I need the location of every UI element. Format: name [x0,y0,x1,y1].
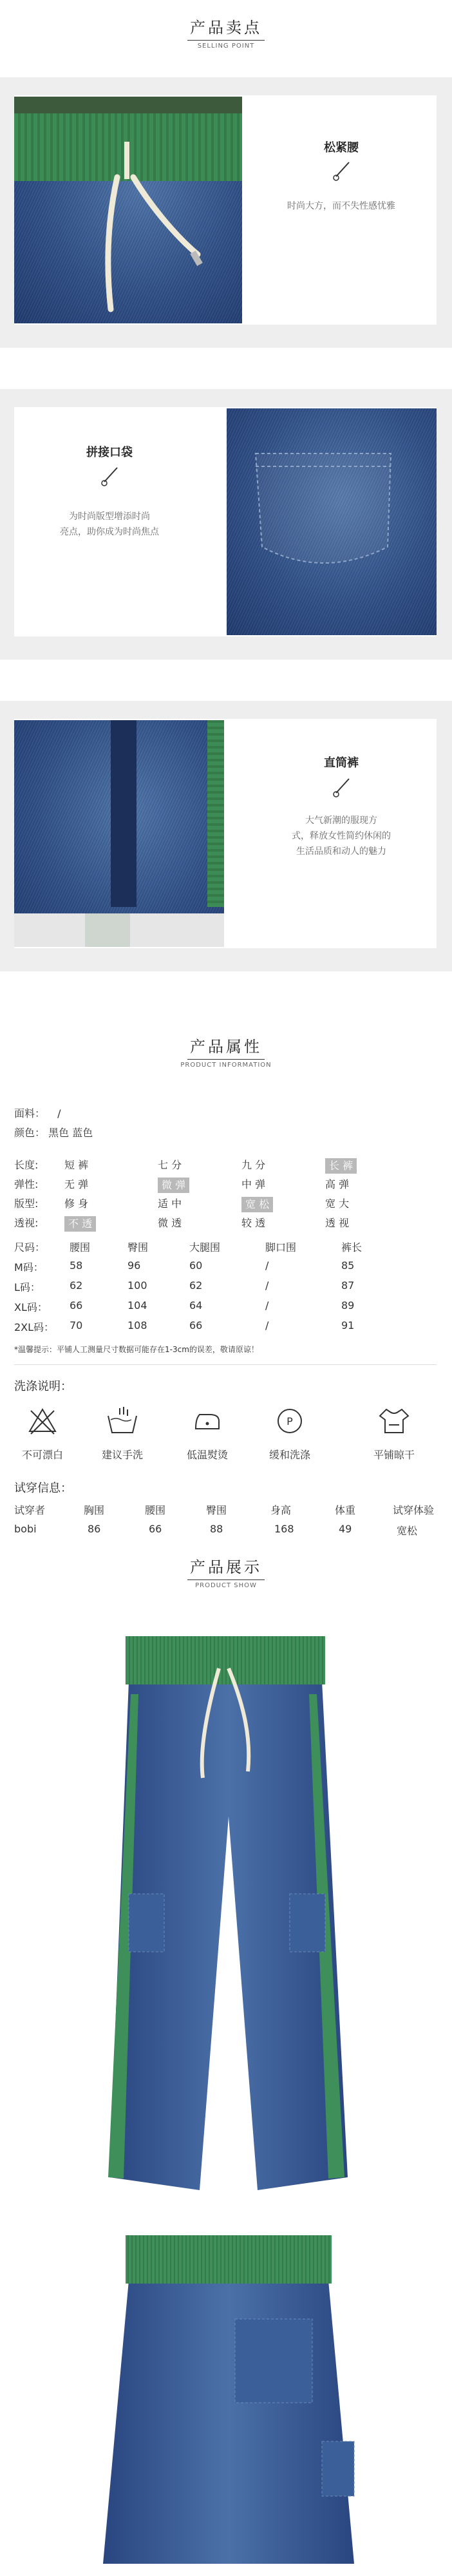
fabric-label: 面料： [14,1107,46,1120]
attr-option: 适 中 [158,1197,182,1210]
feature-title-waist: 松紧腰 [324,141,359,155]
feature-title-straight: 直筒裤 [324,756,359,770]
fabric-row [14,1105,61,1123]
size-cell: XL码： [14,1301,48,1313]
gentle-dry-clean-icon [273,1406,306,1436]
size-cell: 2XL码： [14,1321,55,1333]
attr-option: 微 透 [158,1217,182,1229]
section-title-en: SELLING POINT [197,43,255,50]
fit-value-cell: 66 [149,1523,162,1535]
care-label-low-iron: 低温熨烫 [186,1449,228,1461]
low-iron-icon [191,1406,224,1436]
color-value: 黑色 蓝色 [48,1127,93,1139]
fit-header-cell: 腰围 [145,1504,166,1516]
section-title-en: PRODUCT INFORMATION [180,1062,272,1069]
size-cell: 89 [341,1299,355,1312]
size-header-cell: 腰围 [70,1241,91,1254]
size-cell: 62 [70,1279,83,1292]
attr-option: 宽 大 [325,1197,350,1210]
desc-line: 为时尚版型增添时尚 [69,511,150,522]
attr-label: 版型: [14,1197,39,1210]
fit-header-cell: 臀围 [206,1504,227,1516]
attr-option: 九 分 [241,1159,266,1171]
color-row [14,1124,93,1142]
size-cell: M码： [14,1261,44,1274]
size-cell: 66 [189,1319,203,1331]
needle-icon [330,776,353,799]
attr-option: 较 透 [241,1217,266,1229]
size-cell: 66 [70,1299,83,1312]
attr-option-selected: 微 弹 [158,1178,189,1193]
fit-header-cell: 试穿者 [14,1504,46,1516]
care-label-hand-wash: 建议手洗 [101,1449,143,1461]
measurement-note: *温馨提示：平铺人工测量尺寸数据可能存在1-3cm的误差，敬请原谅！ [14,1345,259,1354]
care-label-gentle-wash: 缓和洗涤 [268,1449,310,1461]
size-cell: 108 [127,1319,147,1331]
fit-header-cell: 试穿体验 [393,1504,435,1516]
feature-desc-waist: 时尚大方，而不失性感忧雅 [287,201,395,211]
product-show-title [0,1558,452,1590]
size-cell: 58 [70,1259,83,1272]
desc-line: 大气新潮的服现方 [305,816,377,826]
fit-value-cell: bobi [14,1523,37,1535]
desc-line: 生活品质和动人的魅力 [296,846,386,857]
size-header-cell: 脚口围 [265,1241,297,1254]
leg-photo [14,720,224,947]
fit-value-cell: 168 [274,1523,294,1535]
attr-option: 无 弹 [64,1178,89,1190]
feature-desc-pocket [35,509,184,540]
care-label-no-bleach: 不可漂白 [21,1449,63,1461]
attr-label: 弹性: [14,1178,39,1190]
size-cell: L码： [14,1281,41,1293]
pocket-photo [227,408,437,635]
section-title-en: PRODUCT SHOW [195,1582,257,1589]
care-label-flat-dry: 平铺晾干 [373,1449,415,1461]
svg-text:P: P [287,1415,293,1427]
size-cell: / [265,1279,269,1292]
waistband-photo [14,97,242,323]
size-header-cell: 裤长 [341,1241,363,1254]
attr-option: 七 分 [158,1159,182,1171]
size-cell: 87 [341,1279,355,1292]
attr-option: 中 弹 [241,1178,266,1190]
fit-value-cell: 49 [339,1523,352,1535]
selling-point-title [0,18,452,51]
size-cell: / [265,1259,269,1272]
desc-line: 式，释放女性简约休闲的 [292,831,391,841]
fit-header-cell: 体重 [335,1504,356,1516]
section-title-cn: 产品展示 [190,1558,262,1576]
size-header-cell: 臀围 [127,1241,149,1254]
fit-header-cell: 身高 [270,1504,292,1516]
size-cell: / [265,1319,269,1331]
fabric-value: / [57,1107,61,1120]
flat-dry-icon [377,1406,411,1436]
attr-label: 透视: [14,1217,39,1229]
fit-header-cell: 胸围 [84,1504,105,1516]
fit-value-cell: 88 [210,1523,223,1535]
attr-option-selected: 宽 松 [241,1197,273,1212]
size-header-cell: 大腿围 [189,1241,221,1254]
attr-option: 短 裤 [64,1159,89,1171]
divider [14,1364,437,1365]
fit-value-cell: 宽松 [397,1525,418,1537]
care-title: 洗涤说明： [14,1380,72,1393]
section-title-cn: 产品卖点 [190,19,262,37]
size-cell: 96 [127,1259,141,1272]
size-cell: 60 [189,1259,203,1272]
size-cell: 62 [189,1279,203,1292]
no-bleach-icon [26,1406,59,1436]
feature-title-pocket: 拼接口袋 [86,446,133,459]
section-title-cn: 产品属性 [190,1038,262,1056]
product-info-title [0,1037,452,1070]
attr-option: 修 身 [64,1197,89,1210]
fit-title: 试穿信息： [14,1482,72,1495]
needle-icon [98,465,121,488]
attr-option-selected: 不 透 [64,1216,96,1232]
pants-front-photo [90,1623,361,2209]
attr-option: 高 弹 [325,1178,350,1190]
size-cell: / [265,1299,269,1312]
size-cell: 104 [127,1299,147,1312]
feature-desc-straight [261,813,422,859]
size-header-cell: 尺码： [14,1241,46,1254]
fit-value-cell: 86 [88,1523,101,1535]
color-label: 颜色： [14,1127,46,1139]
attr-option: 透 视 [325,1217,350,1229]
size-cell: 70 [70,1319,83,1331]
desc-line: 亮点，助你成为时尚焦点 [60,527,159,537]
pants-back-photo [97,2229,361,2564]
needle-icon [330,160,353,183]
hand-wash-icon [106,1406,139,1436]
size-cell: 100 [127,1279,147,1292]
attr-label: 长度: [14,1159,39,1171]
size-cell: 64 [189,1299,203,1312]
size-cell: 85 [341,1259,355,1272]
size-cell: 91 [341,1319,355,1331]
attr-option-selected: 长 裤 [325,1158,357,1174]
